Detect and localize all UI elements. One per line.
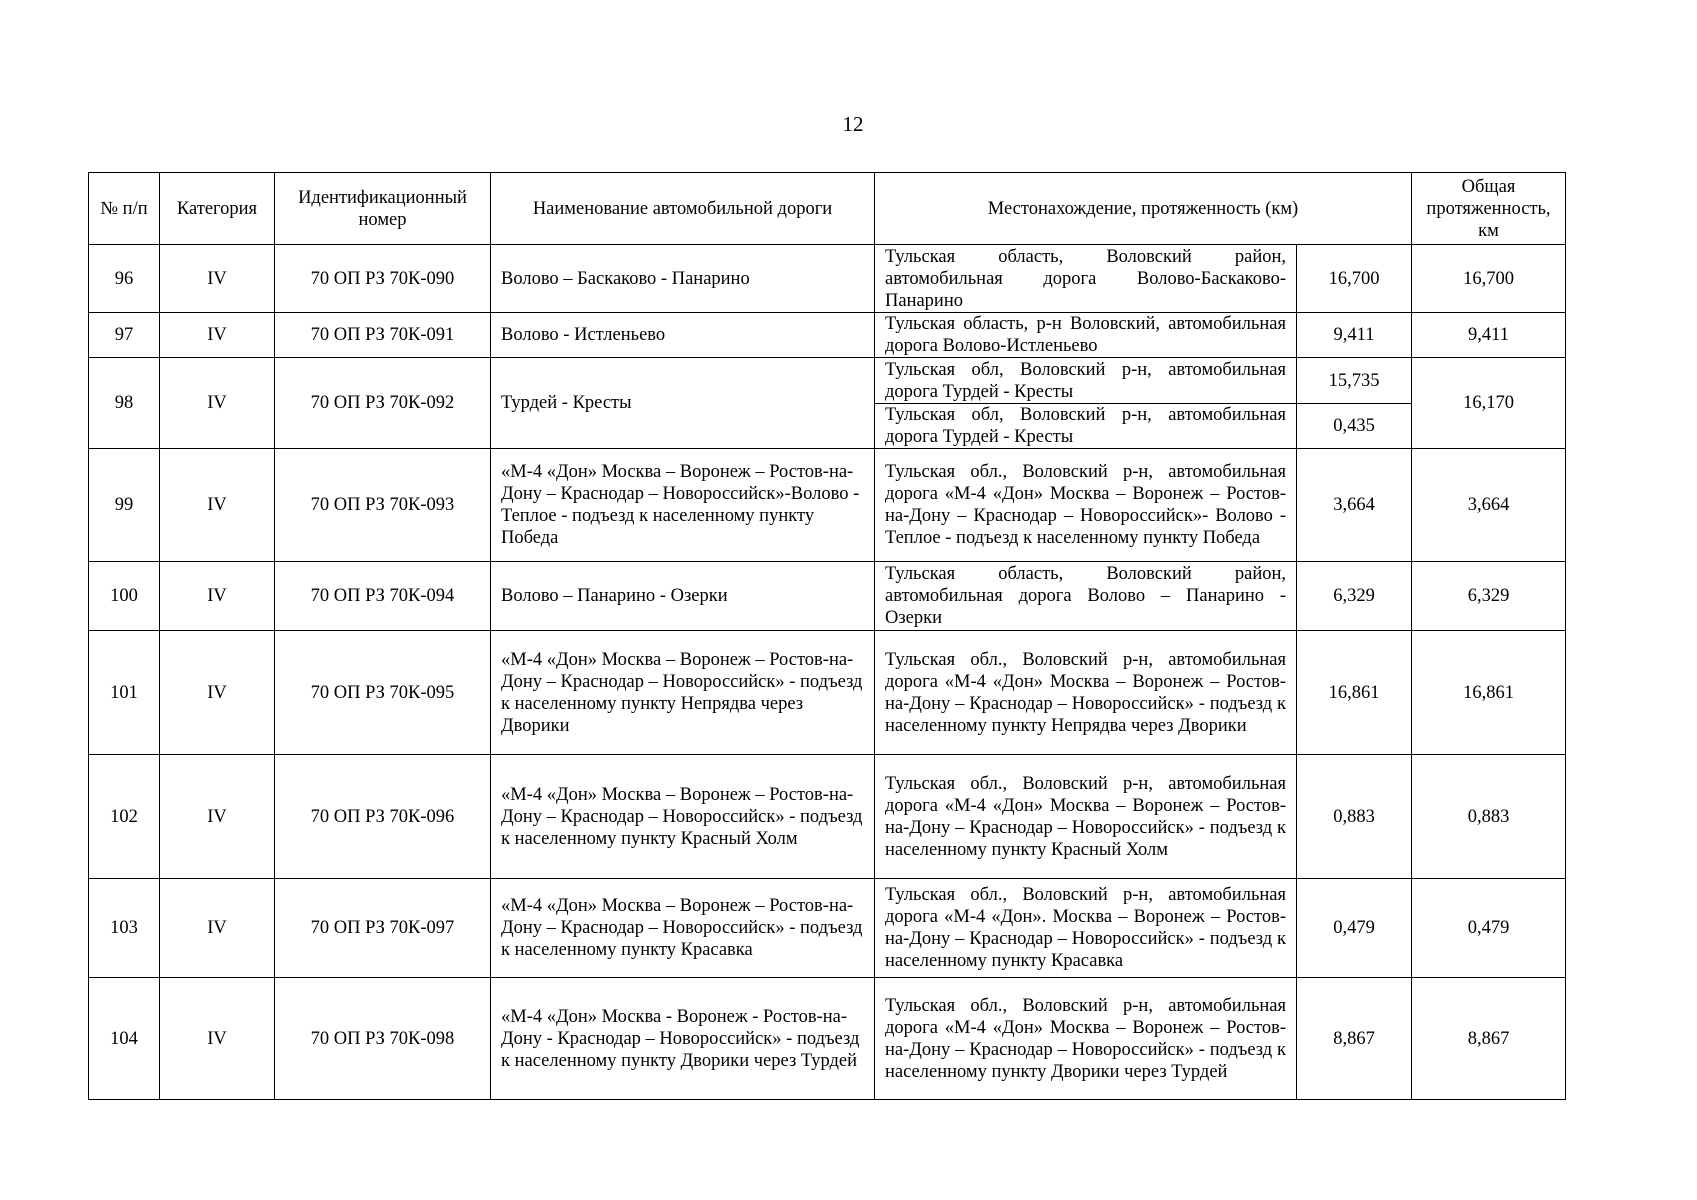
cell-road-name: Волово – Баскаково - Панарино	[491, 245, 875, 313]
table-row	[89, 449, 1566, 562]
cell-num: 98	[89, 358, 160, 449]
cell-length: 0,479	[1297, 879, 1412, 978]
cell-category: IV	[160, 978, 275, 1100]
cell-num: 103	[89, 879, 160, 978]
cell-road-name: Турдей - Кресты	[491, 358, 875, 449]
table-row	[89, 245, 1566, 313]
cell-id: 70 ОП РЗ 70К-095	[275, 631, 491, 755]
cell-location: Тульская обл, Воловский р-н, автомобильная дорога Турдей - Кресты	[875, 404, 1297, 449]
cell-id: 70 ОП РЗ 70К-096	[275, 755, 491, 879]
header-id: Идентификационный номер	[275, 173, 491, 245]
table-row	[89, 879, 1566, 978]
table-row	[89, 631, 1566, 755]
cell-location: Тульская обл., Воловский р-н, автомобильная дорога «М-4 «Дон» Москва – Воронеж – Ростов-на-Дону – Краснодар – Новороссийск»- Волово - Теплое - подъезд к населенному пункту Победа	[875, 449, 1297, 562]
cell-total: 0,479	[1412, 879, 1566, 978]
table-row	[89, 313, 1566, 358]
cell-num: 102	[89, 755, 160, 879]
table-row	[89, 562, 1566, 631]
cell-total: 9,411	[1412, 313, 1566, 358]
header-location: Местонахождение, протяженность (км)	[875, 173, 1412, 245]
cell-total: 0,883	[1412, 755, 1566, 879]
cell-length: 8,867	[1297, 978, 1412, 1100]
cell-total: 16,861	[1412, 631, 1566, 755]
cell-category: IV	[160, 879, 275, 978]
cell-category: IV	[160, 313, 275, 358]
table-row	[89, 978, 1566, 1100]
cell-total: 6,329	[1412, 562, 1566, 631]
cell-num: 101	[89, 631, 160, 755]
header-category: Категория	[160, 173, 275, 245]
cell-location: Тульская область, Воловский район, автомобильная дорога Волово – Панарино - Озерки	[875, 562, 1297, 631]
table-row	[89, 755, 1566, 879]
cell-road-name: «М-4 «Дон» Москва – Воронеж – Ростов-на-Дону – Краснодар – Новороссийск»-Волово - Теплое - подъезд к населенному пункту Победа	[491, 449, 875, 562]
cell-num: 97	[89, 313, 160, 358]
cell-length: 16,700	[1297, 245, 1412, 313]
cell-road-name: «М-4 «Дон» Москва – Воронеж – Ростов-на-Дону – Краснодар – Новороссийск» - подъезд к населенному пункту Красный Холм	[491, 755, 875, 879]
header-num: № п/п	[89, 173, 160, 245]
cell-location: Тульская обл., Воловский р-н, автомобильная дорога «М-4 «Дон» Москва – Воронеж – Ростов-на-Дону – Краснодар – Новороссийск» - подъезд к населенному пункту Дворики через Турдей	[875, 978, 1297, 1100]
roads-table	[88, 172, 1566, 1100]
cell-num: 104	[89, 978, 160, 1100]
cell-num: 100	[89, 562, 160, 631]
cell-id: 70 ОП РЗ 70К-098	[275, 978, 491, 1100]
header-row	[89, 173, 1566, 245]
cell-num: 99	[89, 449, 160, 562]
cell-location: Тульская обл., Воловский р-н, автомобильная дорога «М-4 «Дон» Москва – Воронеж – Ростов-на-Дону – Краснодар – Новороссийск» - подъезд к населенному пункту Непрядва через Дворики	[875, 631, 1297, 755]
cell-location: Тульская обл, Воловский р-н, автомобильная дорога Турдей - Кресты	[875, 358, 1297, 404]
cell-total: 16,170	[1412, 358, 1566, 449]
cell-road-name: «М-4 «Дон» Москва - Воронеж - Ростов-на-Дону - Краснодар – Новороссийск» - подъезд к населенному пункту Дворики через Турдей	[491, 978, 875, 1100]
cell-length: 15,735	[1297, 358, 1412, 404]
cell-id: 70 ОП РЗ 70К-092	[275, 358, 491, 449]
cell-category: IV	[160, 449, 275, 562]
cell-category: IV	[160, 631, 275, 755]
page-number: 12	[842, 112, 864, 136]
cell-total: 8,867	[1412, 978, 1566, 1100]
cell-length: 6,329	[1297, 562, 1412, 631]
cell-road-name: «М-4 «Дон» Москва – Воронеж – Ростов-на-Дону – Краснодар – Новороссийск» - подъезд к населенному пункту Красавка	[491, 879, 875, 978]
cell-road-name: Волово - Истленьево	[491, 313, 875, 358]
cell-id: 70 ОП РЗ 70К-091	[275, 313, 491, 358]
cell-length: 16,861	[1297, 631, 1412, 755]
cell-location: Тульская область, р-н Воловский, автомобильная дорога Волово-Истленьево	[875, 313, 1297, 358]
cell-total: 16,700	[1412, 245, 1566, 313]
cell-category: IV	[160, 358, 275, 449]
cell-road-name: Волово – Панарино - Озерки	[491, 562, 875, 631]
cell-id: 70 ОП РЗ 70К-090	[275, 245, 491, 313]
cell-id: 70 ОП РЗ 70К-097	[275, 879, 491, 978]
cell-category: IV	[160, 562, 275, 631]
cell-length: 0,435	[1297, 404, 1412, 449]
cell-id: 70 ОП РЗ 70К-094	[275, 562, 491, 631]
cell-category: IV	[160, 245, 275, 313]
cell-length: 9,411	[1297, 313, 1412, 358]
cell-location: Тульская область, Воловский район, автомобильная дорога Волово-Баскаково-Панарино	[875, 245, 1297, 313]
cell-total: 3,664	[1412, 449, 1566, 562]
cell-length: 3,664	[1297, 449, 1412, 562]
cell-location: Тульская обл., Воловский р-н, автомобильная дорога «М-4 «Дон» Москва – Воронеж – Ростов-на-Дону – Краснодар – Новороссийск» - подъезд к населенному пункту Красный Холм	[875, 755, 1297, 879]
cell-category: IV	[160, 755, 275, 879]
table-row	[89, 358, 1566, 404]
cell-id: 70 ОП РЗ 70К-093	[275, 449, 491, 562]
cell-location: Тульская обл., Воловский р-н, автомобильная дорога «М-4 «Дон». Москва – Воронеж – Ростов-на-Дону – Краснодар – Новороссийск» - подъезд к населенному пункту Красавка	[875, 879, 1297, 978]
header-name: Наименование автомобильной дороги	[491, 173, 875, 245]
header-total: Общая протяженность, км	[1412, 173, 1566, 245]
cell-length: 0,883	[1297, 755, 1412, 879]
cell-num: 96	[89, 245, 160, 313]
cell-road-name: «М-4 «Дон» Москва – Воронеж – Ростов-на-Дону – Краснодар – Новороссийск» - подъезд к населенному пункту Непрядва через Дворики	[491, 631, 875, 755]
